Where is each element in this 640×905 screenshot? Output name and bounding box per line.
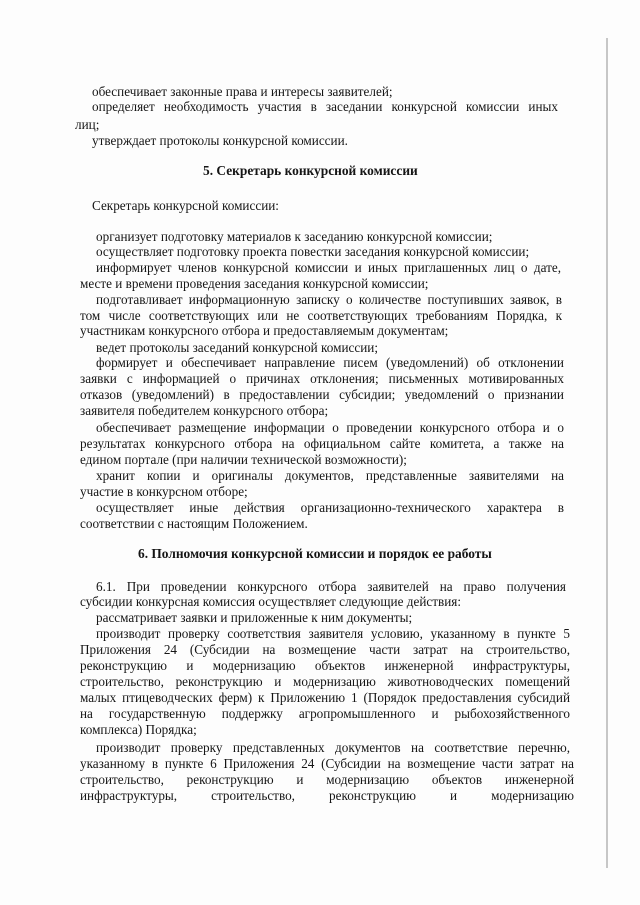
text-line: формирует и обеспечивает направление писем (уведомлений) об отклонении bbox=[96, 355, 564, 370]
text-line: соответствии с настоящим Положением. bbox=[80, 516, 308, 531]
text-line: ведет протоколы заседаний конкурсной комиссии; bbox=[96, 340, 379, 355]
scan-edge-line bbox=[606, 38, 608, 868]
section-5-heading: 5. Секретарь конкурсной комиссии bbox=[203, 163, 418, 178]
text-line: комплекса) Порядка; bbox=[80, 722, 197, 737]
text-line: строительство, реконструкцию и модернизацию объектов инженерной bbox=[80, 772, 574, 787]
text-line: участие в конкурсном отборе; bbox=[80, 484, 248, 499]
text-line: Приложения 24 (Субсидии на возмещение части затрат на строительство, bbox=[80, 642, 570, 657]
text-line: реконструкцию и модернизацию объектов инженерной инфраструктуры, bbox=[80, 658, 570, 673]
text-line: определяет необходимость участия в заседании конкурсной комиссии иных bbox=[92, 99, 558, 114]
text-line: рассматривает заявки и приложенные к ним документы; bbox=[96, 610, 413, 625]
text-line: осуществляет иные действия организационно-технического характера в bbox=[96, 500, 564, 515]
text-line: утверждает протоколы конкурсной комиссии. bbox=[92, 133, 348, 148]
text-line: заявки с информацией о причинах отклонения; письменных мотивированных bbox=[80, 371, 564, 386]
text-line: обеспечивает законные права и интересы заявителей; bbox=[92, 84, 393, 99]
text-line: хранит копии и оригиналы документов, представленные заявителями на bbox=[96, 468, 564, 483]
text-line: субсидии конкурсная комиссия осуществляет следующие действия: bbox=[80, 594, 462, 609]
section-5-intro: Секретарь конкурсной комиссии: bbox=[92, 198, 279, 213]
text-line: результатах конкурсного отбора на официальном сайте комитета, а также на bbox=[80, 436, 564, 451]
text-line: обеспечивает размещение информации о проведении конкурсного отбора и о bbox=[96, 420, 564, 435]
text-line: на государственную поддержку агропромышленного и рыбохозяйственного bbox=[80, 706, 570, 721]
text-line: отказов (уведомлений) в предоставлении субсидии; уведомлений о признании bbox=[80, 387, 564, 402]
text-line: осуществляет подготовку проекта повестки заседания конкурсной комиссии; bbox=[96, 244, 530, 259]
text-line: инфраструктуры, строительство, реконструкцию и модернизацию bbox=[80, 788, 574, 803]
text-line: участникам конкурсного отбора и предоставляемым документам; bbox=[80, 323, 449, 338]
text-line: малых птицеводческих ферм) к Приложению 1 (Порядок предоставления субсидий bbox=[80, 690, 570, 705]
text-line: строительство, реконструкцию и модернизацию животноводческих помещений bbox=[80, 674, 570, 689]
text-line: указанному в пункте 6 Приложения 24 (Субсидии на возмещение части затрат на bbox=[80, 756, 574, 771]
text-line: организует подготовку материалов к заседанию конкурсной комиссии; bbox=[96, 229, 493, 244]
section-6-heading: 6. Полномочия конкурсной комиссии и порядок ее работы bbox=[138, 546, 492, 561]
text-line: лиц; bbox=[75, 117, 100, 132]
text-line: информирует членов конкурсной комиссии и иных приглашенных лиц о дате, bbox=[96, 260, 561, 275]
text-line: подготавливает информационную записку о количестве поступивших заявок, в bbox=[96, 292, 562, 307]
text-line: едином портале (при наличии технической возможности); bbox=[80, 452, 407, 467]
text-line: месте и времени проведения заседания конкурсной комиссии; bbox=[80, 276, 429, 291]
text-line: производит проверку представленных документов на соответствие перечню, bbox=[96, 740, 570, 755]
text-line: производит проверку соответствия заявителя условию, указанному в пункте 5 bbox=[96, 626, 570, 641]
text-line: том числе соответствующих или не соответствующих требованиям Порядка, к bbox=[80, 308, 562, 323]
text-line: заявителя победителем конкурсного отбора; bbox=[80, 403, 329, 418]
text-line: 6.1. При проведении конкурсного отбора заявителей на право получения bbox=[96, 579, 566, 594]
